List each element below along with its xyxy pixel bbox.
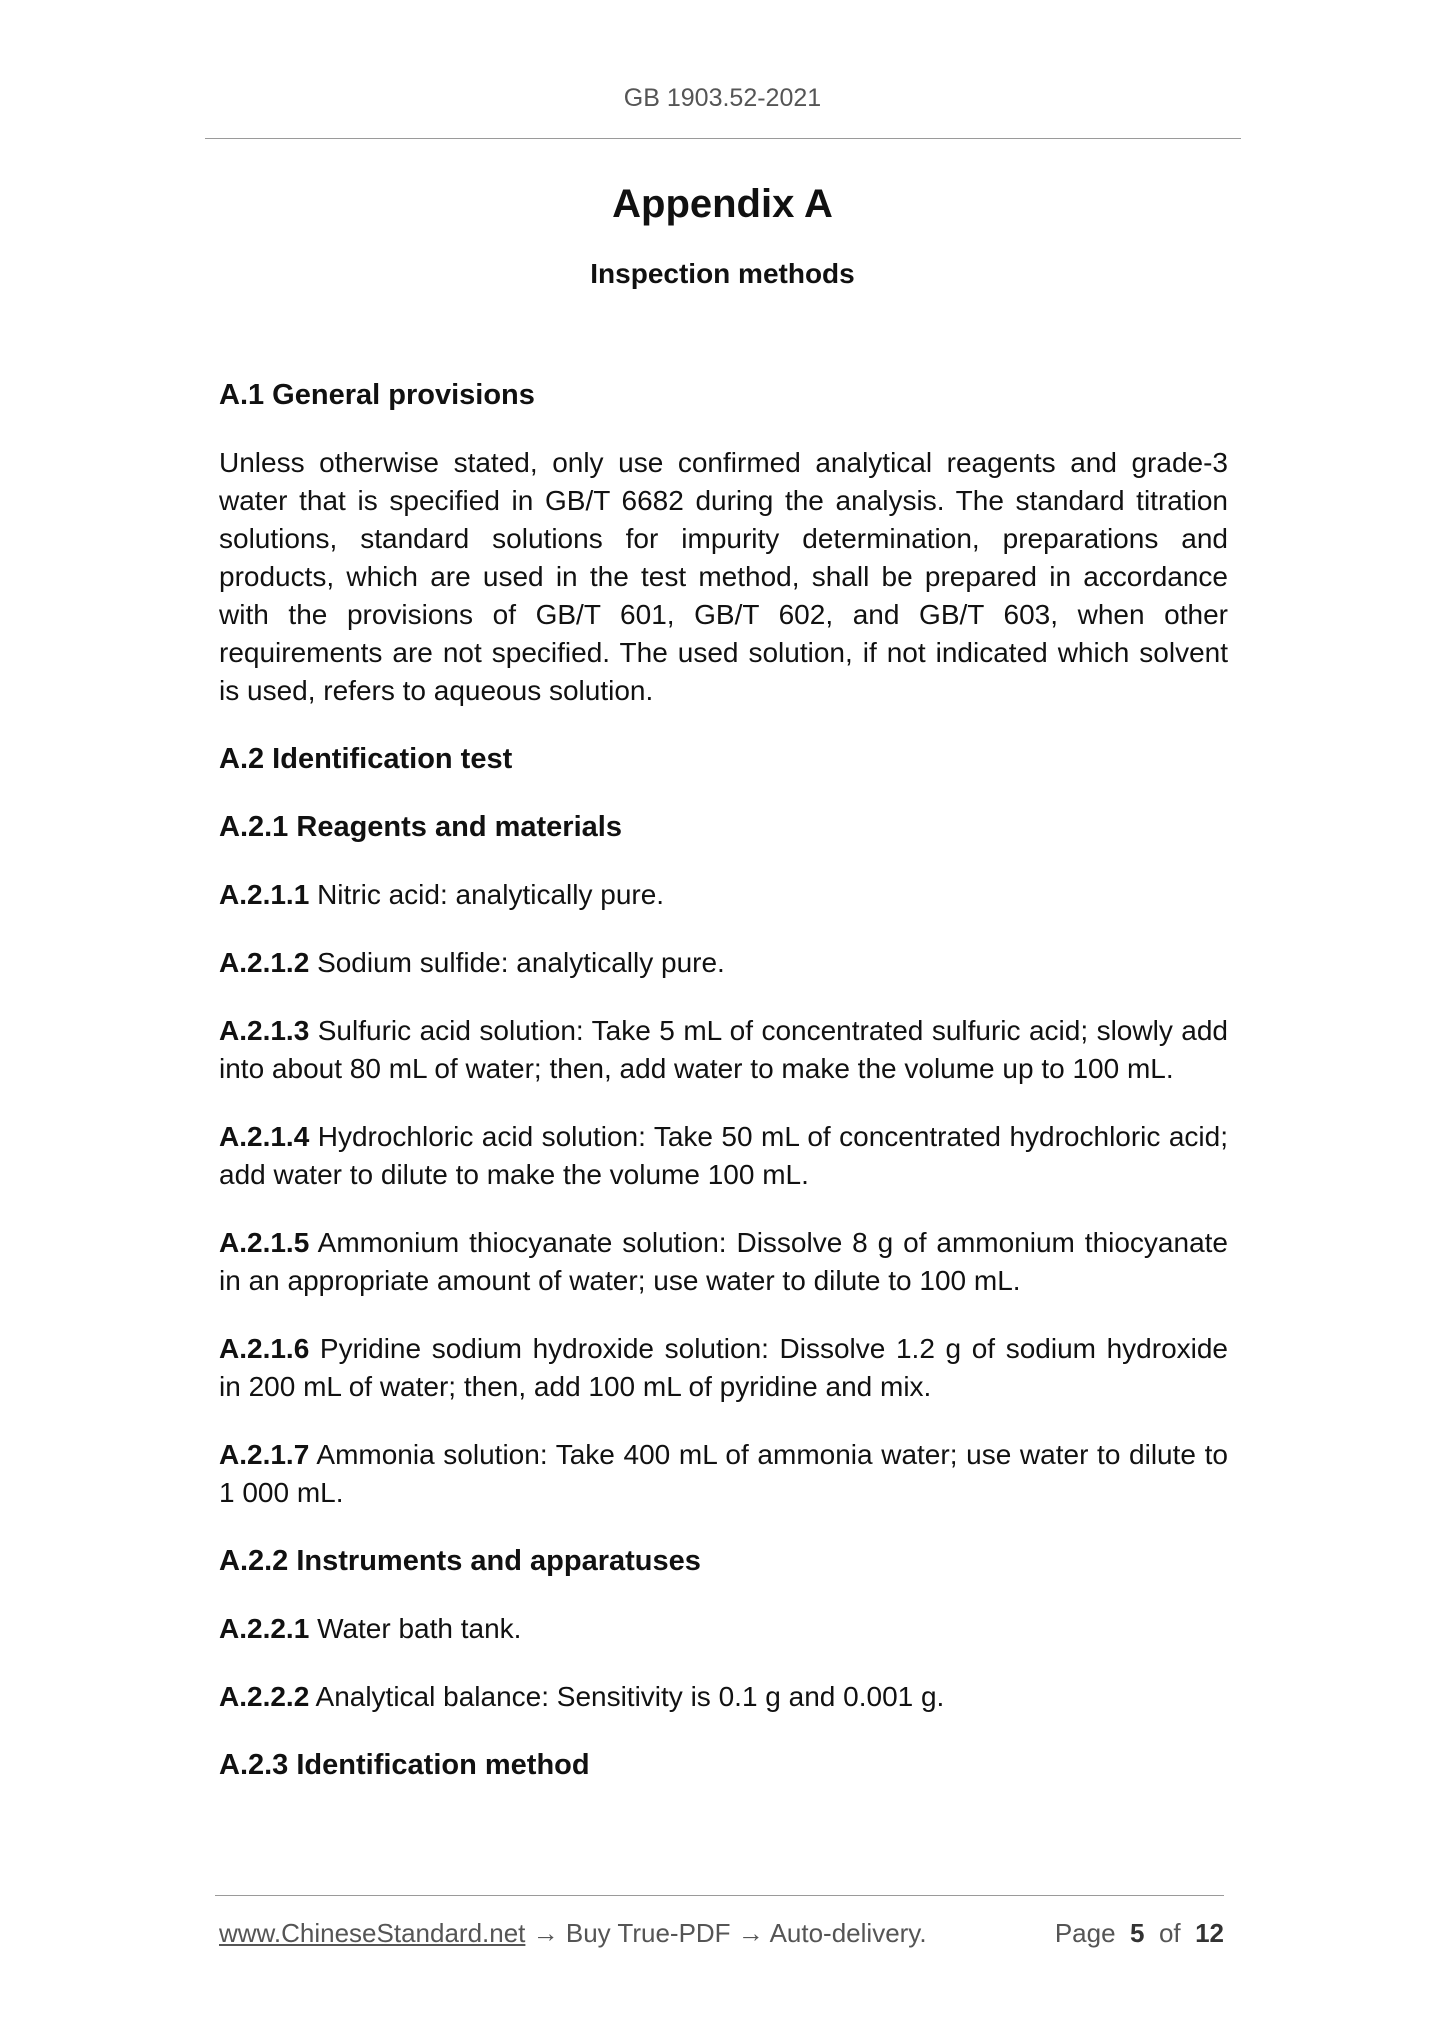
current-page-number: 5 bbox=[1130, 1918, 1145, 1948]
section-heading: A.2.3 Identification method bbox=[219, 1749, 590, 1781]
section-heading: A.2.1 Reagents and materials bbox=[219, 811, 622, 843]
appendix-subtitle: Inspection methods bbox=[590, 258, 855, 289]
paragraph bbox=[219, 1436, 1228, 1512]
paragraph-text: Ammonium thiocyanate solution: Dissolve 8 g of ammonium thiocyanate in an appropriate amount of water; use water to dilute to 100 mL. bbox=[219, 1227, 1229, 1296]
page-label: Page bbox=[1054, 1918, 1116, 1948]
page-of-label: of bbox=[1158, 1918, 1181, 1948]
footer-tagline: → Buy True-PDF → Auto-delivery. bbox=[525, 1918, 927, 1948]
footer-promo bbox=[219, 1918, 927, 1949]
clause-number: A.2.1.3 bbox=[219, 1015, 310, 1046]
website-link[interactable]: www.ChineseStandard.net bbox=[219, 1918, 526, 1948]
clause-number: A.2.1.5 bbox=[219, 1227, 310, 1258]
page-indicator bbox=[1055, 1918, 1224, 1949]
paragraph-text: Nitric acid: analytically pure. bbox=[317, 879, 665, 910]
paragraph bbox=[219, 1330, 1228, 1406]
paragraph-text: Ammonia solution: Take 400 mL of ammonia water; use water to dilute to 1 000 mL. bbox=[219, 1439, 1228, 1508]
paragraph-text: Water bath tank. bbox=[317, 1613, 522, 1644]
paragraph bbox=[219, 1610, 1228, 1648]
appendix-title: Appendix A bbox=[612, 182, 833, 226]
paragraph-text: Hydrochloric acid solution: Take 50 mL of concentrated hydrochloric acid; add water to dilute to make the volume 100 mL. bbox=[219, 1121, 1228, 1190]
paragraph bbox=[219, 1224, 1228, 1300]
paragraph-text: Pyridine sodium hydroxide solution: Dissolve 1.2 g of sodium hydroxide in 200 mL of water; then, add 100 mL of pyridine and mix. bbox=[219, 1333, 1229, 1402]
header-divider bbox=[205, 138, 1241, 139]
clause-number: A.2.1.6 bbox=[219, 1333, 310, 1364]
clause-number: A.2.2.1 bbox=[219, 1613, 310, 1644]
document-number-header: GB 1903.52-2021 bbox=[623, 84, 822, 112]
paragraph-text: Sodium sulfide: analytically pure. bbox=[317, 947, 725, 978]
paragraph bbox=[219, 1678, 1228, 1716]
section-heading: A.1 General provisions bbox=[219, 379, 535, 411]
section-heading: A.2 Identification test bbox=[219, 743, 513, 775]
paragraph bbox=[219, 944, 1228, 982]
page-footer bbox=[219, 1918, 1224, 1952]
clause-number: A.2.1.4 bbox=[219, 1121, 310, 1152]
footer-divider bbox=[215, 1895, 1224, 1896]
section-heading: A.2.2 Instruments and apparatuses bbox=[219, 1545, 701, 1577]
clause-number: A.2.2.2 bbox=[219, 1681, 310, 1712]
paragraph-text: Unless otherwise stated, only use confirmed analytical reagents and grade-3 water that is specified in GB/T 6682 during the analysis. The standard titration solutions, standard solutions for impurity determination, preparations and products, which are used in the test method, shall be prepared in accordance with the provisions of GB/T 601, GB/T 602, and GB/T 603, when other requirements are not specified. The used solution, if not indicated which solvent is used, refers to aqueous solution. bbox=[219, 447, 1228, 706]
paragraph bbox=[219, 1118, 1228, 1194]
clause-number: A.2.1.7 bbox=[219, 1439, 310, 1470]
paragraph bbox=[219, 876, 1228, 914]
paragraph bbox=[219, 444, 1228, 710]
total-pages-number: 12 bbox=[1195, 1918, 1224, 1948]
clause-number: A.2.1.1 bbox=[219, 879, 310, 910]
paragraph-text: Analytical balance: Sensitivity is 0.1 g and 0.001 g. bbox=[315, 1681, 945, 1712]
paragraph-text: Sulfuric acid solution: Take 5 mL of concentrated sulfuric acid; slowly add into about 80 mL of water; then, add water to make the volume up to 100 mL. bbox=[219, 1015, 1228, 1084]
clause-number: A.2.1.2 bbox=[219, 947, 310, 978]
document-body bbox=[219, 376, 1228, 1814]
paragraph bbox=[219, 1012, 1228, 1088]
